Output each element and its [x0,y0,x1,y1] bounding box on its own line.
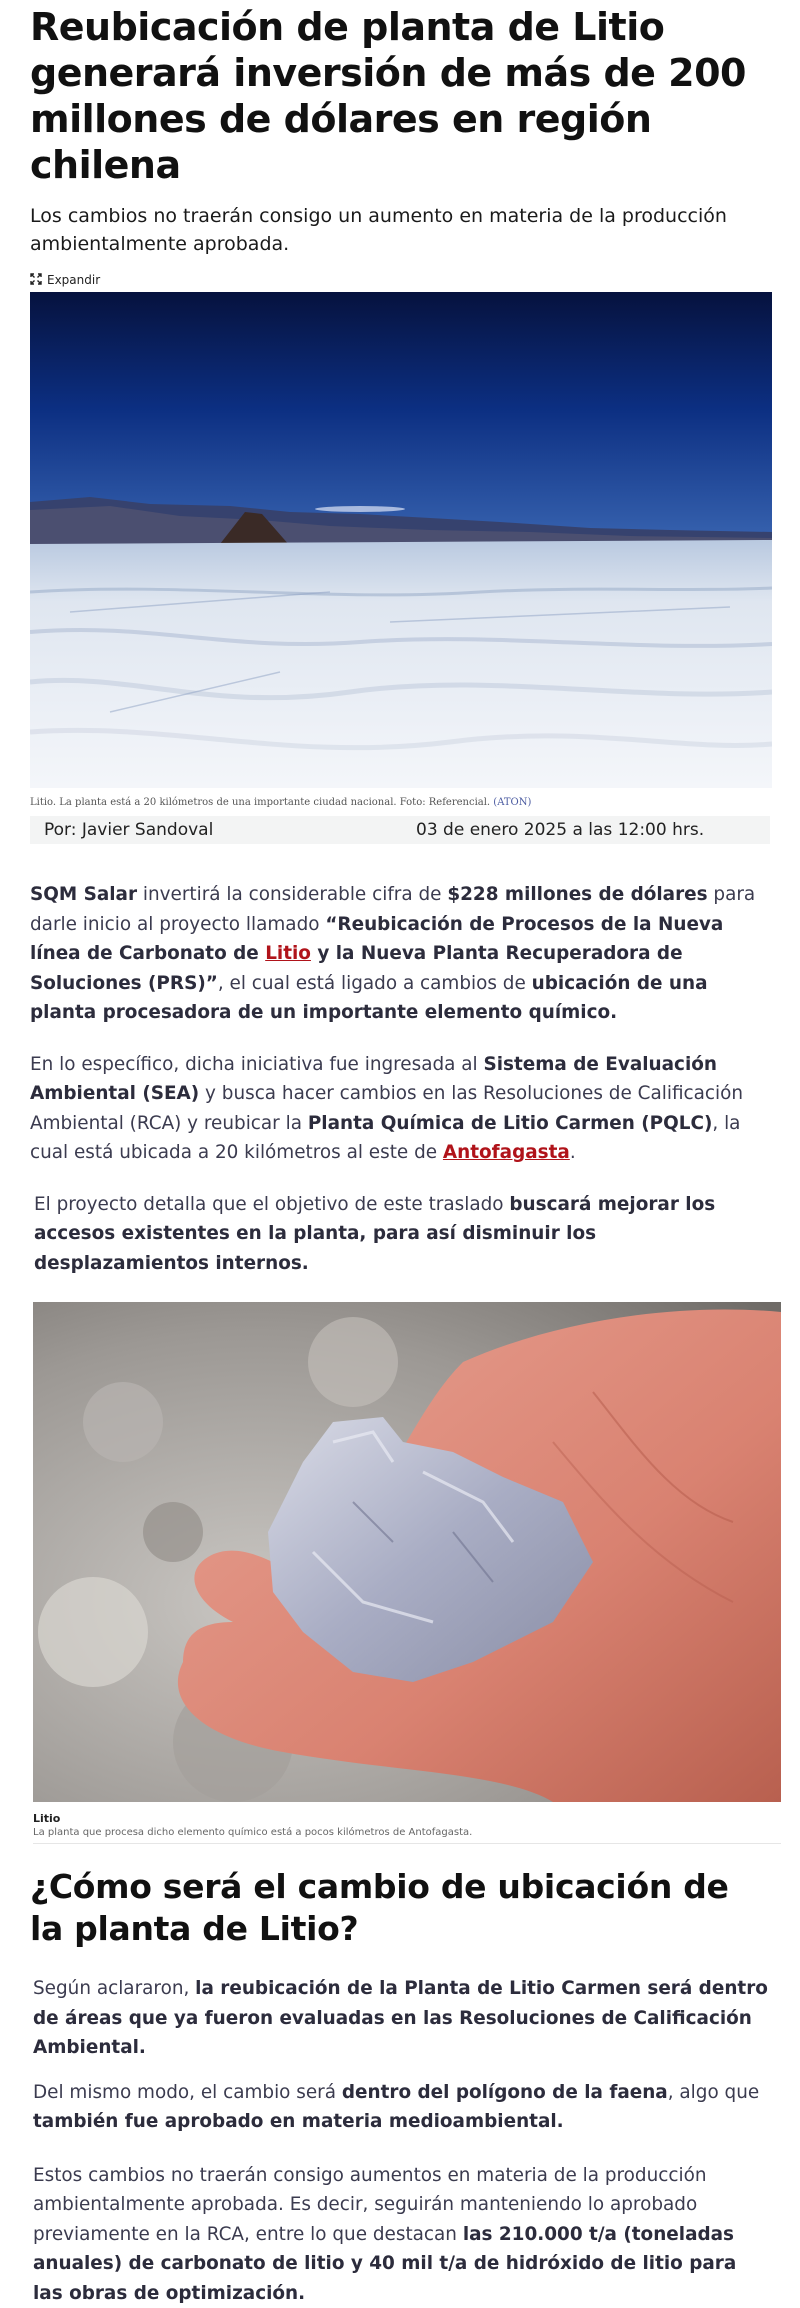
paragraph-6 [30,2161,770,2308]
p5-strong-2: también fue aprobado en materia medioambiental. [33,2111,564,2132]
p2-strong-2: Planta Química de Litio Carmen (PQLC) [308,1113,713,1134]
p5-strong-1: dentro del polígono de la faena [342,2082,668,2103]
salt-flat-photo [30,292,772,788]
p4-text-1: Según aclararon, [33,1978,195,1999]
byline-author: Por: Javier Sandoval [30,820,402,840]
p1-text-3: , el cual está ligado a cambios de [218,973,532,994]
p1-strong-4: y la Nueva Planta Recuperadora de Soluciones (PRS)” [30,943,683,994]
hero-credit: (ATON) [493,797,531,808]
antofagasta-link[interactable]: Antofagasta [443,1142,570,1163]
p1-strong-1: SQM Salar [30,884,137,905]
paragraph-2 [30,1050,770,1168]
p1-text-2: para darle inicio al proyecto llamado [30,884,755,935]
expand-arrows-icon [30,273,42,288]
p3-strong-1: buscará mejorar los accesos existentes en la planta, para así disminuir los desplazamientos internos. [34,1194,715,1274]
hand-holding-lithium-photo [33,1302,781,1802]
p5-text-2: , algo que [668,2082,760,2103]
divider [33,1843,781,1844]
p3-text-1: El proyecto detalla que el objetivo de este traslado [34,1194,509,1215]
p2-text-4: . [570,1142,576,1163]
paragraph-3 [30,1190,770,1279]
lithium-rock-image[interactable] [33,1302,781,1802]
p1-text-1: invertirá la considerable cifra de [137,884,447,905]
hero-caption [30,796,770,810]
p5-text-1: Del mismo modo, el cambio será [33,2082,342,2103]
p6-strong-1: las 210.000 t/a (toneladas anuales) de carbonato de litio y 40 mil t/a de hidróxido de litio para las obras de optimización. [33,2224,736,2304]
p2-strong-1: Sistema de Evaluación Ambiental (SEA) [30,1054,717,1105]
p6-text-1: Estos cambios no traerán consigo aumentos en materia de la producción ambientalmente aprobada. Es decir, seguirán manteniendo lo aprobado previamente en la RCA, entre lo que destacan [33,2165,707,2245]
hero-caption-text: Litio. La planta está a 20 kilómetros de una importante ciudad nacional. Foto: Referencial. [30,797,490,808]
p4-strong-1: la reubicación de la Planta de Litio Carmen será dentro de áreas que ya fueron evaluadas en las Resoluciones de Calificación Ambiental. [33,1978,768,2058]
article-subtitle: Los cambios no traerán consigo un aumento en materia de la producción ambientalmente aprobada. [30,202,770,258]
expand-button[interactable] [30,272,770,288]
paragraph-5 [30,2078,770,2137]
paragraph-4 [30,1974,770,2063]
section-heading: ¿Cómo será el cambio de ubicación de la planta de Litio? [30,1866,770,1950]
p1-strong-5: ubicación de una planta procesadora de un importante elemento químico. [30,973,708,1024]
paragraph-1 [30,880,770,1028]
expand-label: Expandir [47,273,100,287]
p2-text-2: y busca hacer cambios en las Resoluciones de Calificación Ambiental (RCA) y reubicar la [30,1083,743,1134]
byline-bar [30,816,770,844]
photo2-title: Litio [33,1812,770,1825]
byline-date: 03 de enero 2025 a las 12:00 hrs. [402,820,704,840]
p1-strong-3: “Reubicación de Procesos de la Nueva línea de Carbonato de [30,914,723,965]
p2-text-1: En lo específico, dicha iniciativa fue ingresada al [30,1054,484,1075]
p2-text-3: , la cual está ubicada a 20 kilómetros al este de [30,1113,740,1164]
photo2-caption: La planta que procesa dicho elemento químico está a pocos kilómetros de Antofagasta. [33,1827,770,1838]
article-headline: Reubicación de planta de Litio generará inversión de más de 200 millones de dólares en región chilena [30,0,770,188]
hero-image[interactable] [30,292,772,788]
p1-strong-2: $228 millones de dólares [447,884,707,905]
lithium-link[interactable]: Litio [265,943,311,964]
